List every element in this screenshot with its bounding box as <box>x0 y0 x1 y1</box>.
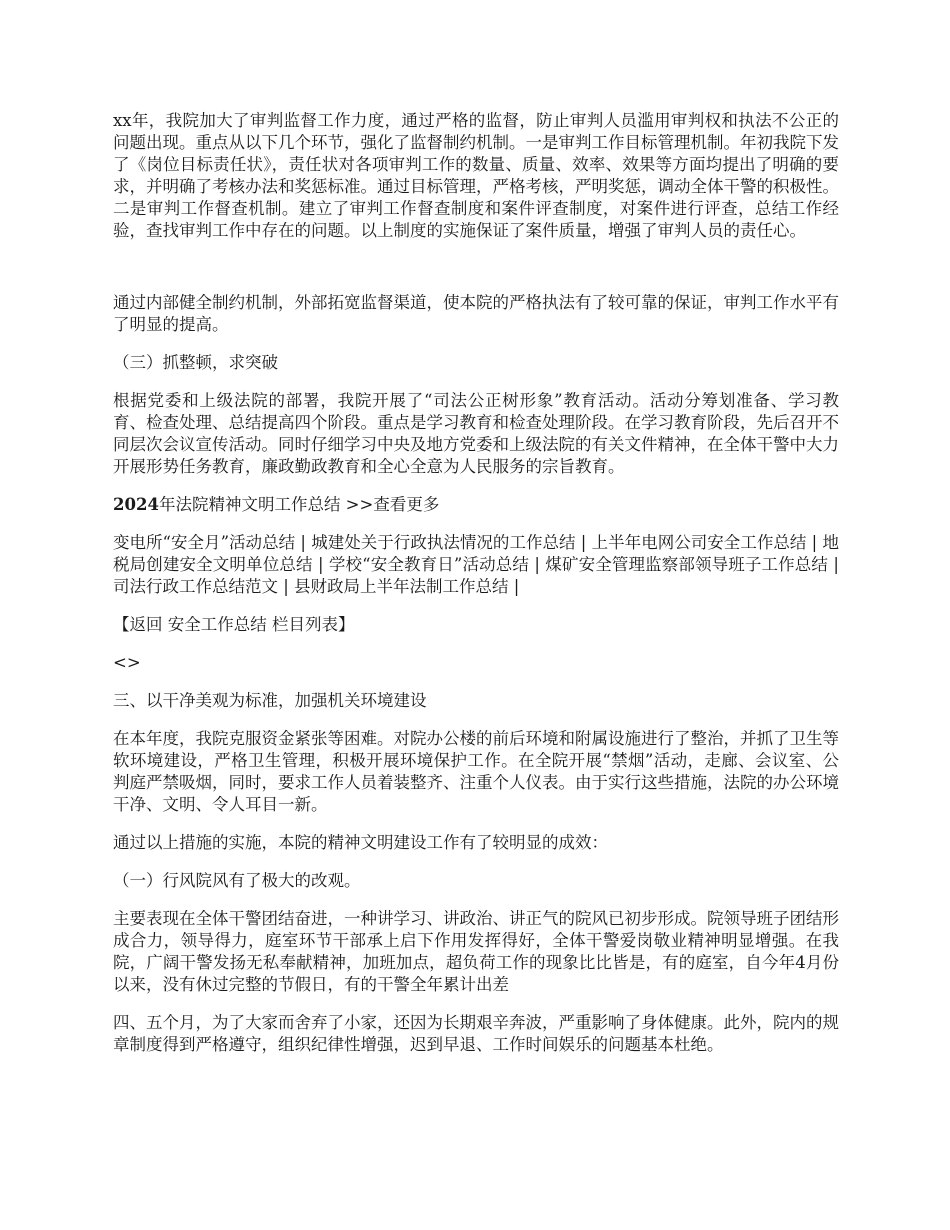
document-body <box>113 110 839 1072</box>
heading-environment: 三、以干净美观为标准，加强机关环境建设 <box>113 691 427 710</box>
pagination-nav[interactable]: <> <box>113 653 141 672</box>
related-article-line[interactable] <box>113 494 839 516</box>
paragraph-results-intro: 通过以上措施的实施，本院的精神文明建设工作有了较明显的成效： <box>113 833 608 852</box>
related-article-year[interactable]: 2024 <box>113 495 159 514</box>
related-links-list[interactable]: 变电所“安全月”活动总结 | 城建处关于行政执法情况的工作总结 | 上半年电网公司安全工作总结 | 地税局创建安全文明单位总结 | 学校“安全教育日”活动总结 | 煤矿安全管理监察部领导班子工作总结 | 司法行政工作总结范文 | 县财政局上半年法制工作总结 | <box>113 533 839 596</box>
paragraph-team-spirit: 主要表现在全体干警团结奋进，一种讲学习、讲政治、讲正气的院风已初步形成。院领导班子团结形成合力，领导得力，庭室环节干部承上启下作用发挥得好，全体干警爱岗敬业精神明显增强。在我院，广阔干警发扬无私奉献精神，加班加点，超负荷工作的现象比比皆是，有的庭室，自今年4月份以来，没有休过完整的节假日，有的干警全年累计出差 <box>113 909 839 994</box>
heading-style-improvement: （一）行风院风有了极大的改观。 <box>113 871 361 890</box>
related-article-link[interactable]: 年法院精神文明工作总结 >>查看更多 <box>158 495 440 514</box>
back-to-list-link[interactable]: 【返回 安全工作总结 栏目列表】 <box>113 615 355 634</box>
paragraph-environment: 在本年度，我院克服资金紧张等困难。对院办公楼的前后环境和附属设施进行了整治，并抓了卫生等软环境建设，严格卫生管理，积极开展环境保护工作。在全院开展“禁烟”活动，走廊、会议室、公判庭严禁吸烟，同时，要求工作人员着装整齐、注重个人仪表。由于实行这些措施，法院的办公环境干净、文明、令人耳目一新。 <box>113 729 839 814</box>
paragraph-supervision-result: 通过内部健全制约机制，外部拓宽监督渠道，使本院的严格执法有了较可靠的保证，审判工作水平有了明显的提高。 <box>113 293 839 334</box>
heading-rectification: （三）抓整顿，求突破 <box>113 353 278 372</box>
paragraph-discipline: 四、五个月，为了大家而舍弃了小家，还因为长期艰辛奔波，严重影响了身体健康。此外，院内的规章制度得到严格遵守，组织纪律性增强，迟到早退、工作时间娱乐的问题基本杜绝。 <box>113 1013 839 1054</box>
paragraph-education-campaign: 根据党委和上级法院的部署，我院开展了“司法公正树形象”教育活动。活动分筹划准备、学习教育、检查处理、总结提高四个阶段。重点是学习教育和检查处理阶段。在学习教育阶段，先后召开不同层次会议宣传活动。同时仔细学习中央及地方党委和上级法院的有关文件精神，在全体干警中大力开展形势任务教育，廉政勤政教育和全心全意为人民服务的宗旨教育。 <box>113 391 839 476</box>
paragraph-supervision-mechanism: xx年，我院加大了审判监督工作力度，通过严格的监督，防止审判人员滥用审判权和执法不公正的问题出现。重点从以下几个环节，强化了监督制约机制。一是审判工作目标管理机制。年初我院下发了《岗位目标责任状》，责任状对各项审判工作的数量、质量、效率、效果等方面均提出了明确的要求，并明确了考核办法和奖惩标准。通过目标管理，严格考核，严明奖惩，调动全体干警的积极性。二是审判工作督查机制。建立了审判工作督查制度和案件评查制度，对案件进行评查，总结工作经验，查找审判工作中存在的问题。以上制度的实施保证了案件质量，增强了审判人员的责任心。 <box>113 111 839 240</box>
